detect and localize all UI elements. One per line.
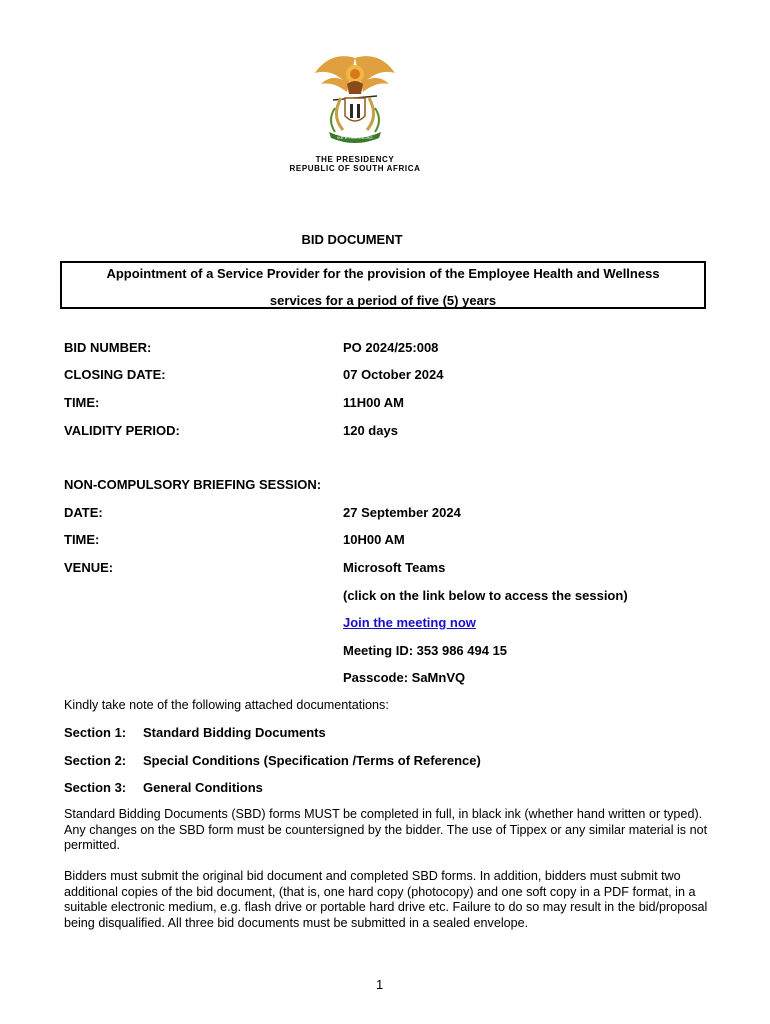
org-line-1: THE PRESIDENCY	[315, 155, 395, 164]
passcode: Passcode: SaMnVQ	[343, 670, 466, 685]
section-1-title: Standard Bidding Documents	[143, 725, 326, 740]
sbd-instructions-paragraph: Standard Bidding Documents (SBD) forms MUST be completed in full, in black ink (whether hand written or typed). Any changes on the SBD form must be countersigned by the bidder. The use of Tippex or any similar material is not permitted.	[64, 807, 708, 852]
closing-date-label: CLOSING DATE:	[64, 367, 166, 382]
submission-paragraph: Bidders must submit the original bid document and completed SBD forms. In addition, bidders must submit two additional copies of the bid document, (that is, one hard copy (photocopy) and one soft copy in a PDF format, in a suitable electronic medium, e.g. flash drive or portable hard drive etc. Failure to do so may result in the bid/proposal being disqualified. All three bid documents must be submitted in a sealed envelope.	[64, 869, 708, 930]
briefing-heading: NON-COMPULSORY BRIEFING SESSION:	[64, 477, 322, 492]
briefing-time-label: TIME:	[64, 532, 100, 547]
subject-box	[60, 261, 706, 309]
attachments-intro: Kindly take note of the following attached documentations:	[64, 698, 389, 712]
briefing-date-label: DATE:	[64, 505, 103, 520]
section-2	[64, 753, 481, 768]
document-title: BID DOCUMENT	[301, 232, 403, 247]
section-2-title: Special Conditions (Specification /Terms of Reference)	[143, 753, 481, 768]
org-line-2: REPUBLIC OF SOUTH AFRICA	[289, 164, 421, 173]
bid-number-value: PO 2024/25:008	[343, 340, 439, 355]
briefing-time-value: 10H00 AM	[343, 532, 405, 547]
section-2-label: Section 2:	[64, 753, 127, 768]
meeting-id: Meeting ID: 353 986 494 15	[343, 643, 508, 658]
closing-date-value: 07 October 2024	[343, 367, 444, 382]
validity-period-value: 120 days	[343, 423, 398, 438]
section-1-label: Section 1:	[64, 725, 127, 740]
svg-text:!KE E: /XARRA //KE: !KE E: /XARRA //KE	[337, 135, 373, 140]
section-3-title: General Conditions	[143, 780, 263, 795]
join-meeting-link[interactable]: Join the meeting now	[343, 615, 476, 630]
venue-value: Microsoft Teams	[343, 560, 446, 575]
closing-time-label: TIME:	[64, 395, 100, 410]
subject-line-1: Appointment of a Service Provider for the provision of the Employee Health and Wellness	[106, 266, 660, 281]
organisation-name	[255, 155, 455, 173]
page-number: 1	[376, 977, 384, 992]
subject-line-2: services for a period of five (5) years	[269, 293, 497, 308]
bid-number-label: BID NUMBER:	[64, 340, 152, 355]
venue-label: VENUE:	[64, 560, 114, 575]
section-3	[64, 780, 263, 795]
briefing-date-value: 27 September 2024	[343, 505, 461, 520]
closing-time-value: 11H00 AM	[343, 395, 404, 410]
section-1	[64, 725, 326, 740]
validity-period-label: VALIDITY PERIOD:	[64, 423, 180, 438]
section-3-label: Section 3:	[64, 780, 127, 795]
link-instruction: (click on the link below to access the session)	[343, 588, 628, 603]
coat-of-arms-icon	[305, 48, 405, 148]
